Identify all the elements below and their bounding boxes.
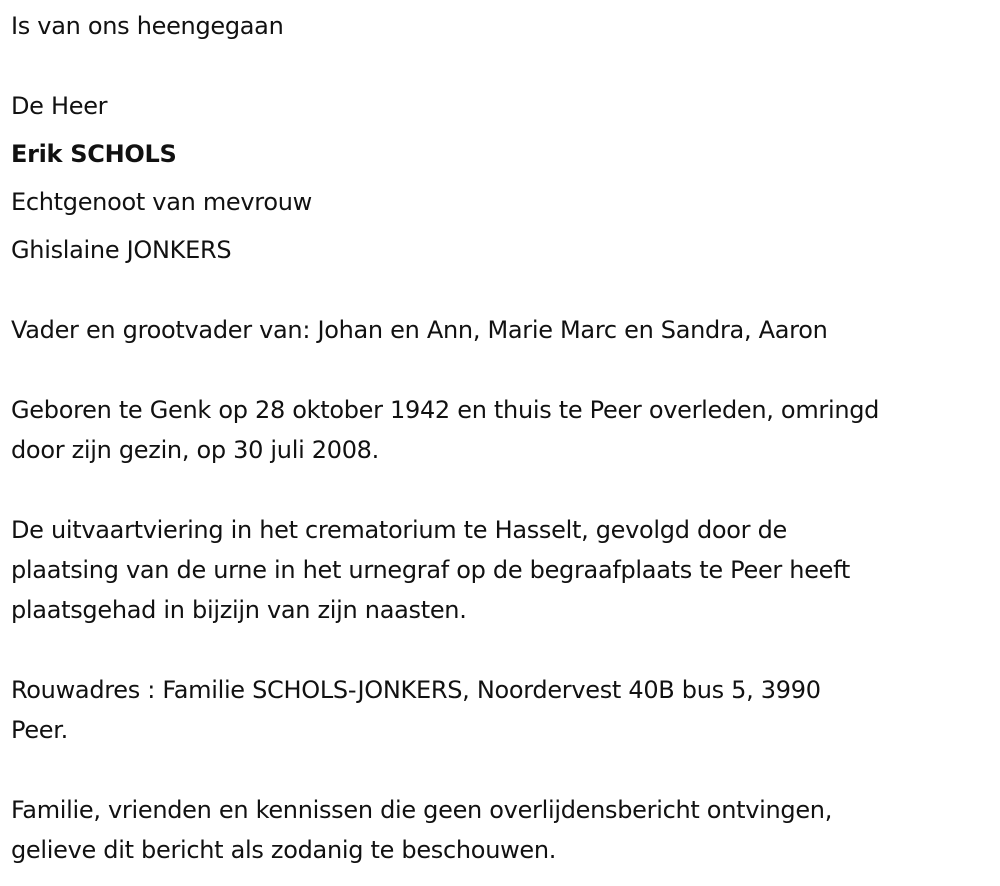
birth-death-line-1: Geboren te Genk op 28 oktober 1942 en thuis te Peer overleden, omringd — [11, 396, 880, 424]
closing-line-1: Familie, vrienden en kennissen die geen overlijdensbericht ontvingen, — [11, 796, 833, 824]
title-prefix: De Heer — [11, 92, 108, 120]
ceremony-line-1: De uitvaartviering in het crematorium te Hasselt, gevolgd door de — [11, 516, 787, 544]
address-line-2: Peer. — [11, 716, 68, 744]
family-text: Vader en grootvader van: Johan en Ann, Marie Marc en Sandra, Aaron — [11, 316, 828, 344]
spouse-name: Ghislaine JONKERS — [11, 236, 232, 264]
spouse-label: Echtgenoot van mevrouw — [11, 188, 312, 216]
intro-text: Is van ons heengegaan — [11, 12, 284, 40]
closing-line-2: gelieve dit bericht als zodanig te beschouwen. — [11, 836, 557, 864]
birth-death-line-2: door zijn gezin, op 30 juli 2008. — [11, 436, 379, 464]
address-line-1: Rouwadres : Familie SCHOLS-JONKERS, Noordervest 40B bus 5, 3990 — [11, 676, 821, 704]
deceased-name: Erik SCHOLS — [11, 140, 177, 168]
ceremony-line-3: plaatsgehad in bijzijn van zijn naasten. — [11, 596, 467, 624]
ceremony-line-2: plaatsing van de urne in het urnegraf op de begraafplaats te Peer heeft — [11, 556, 850, 584]
